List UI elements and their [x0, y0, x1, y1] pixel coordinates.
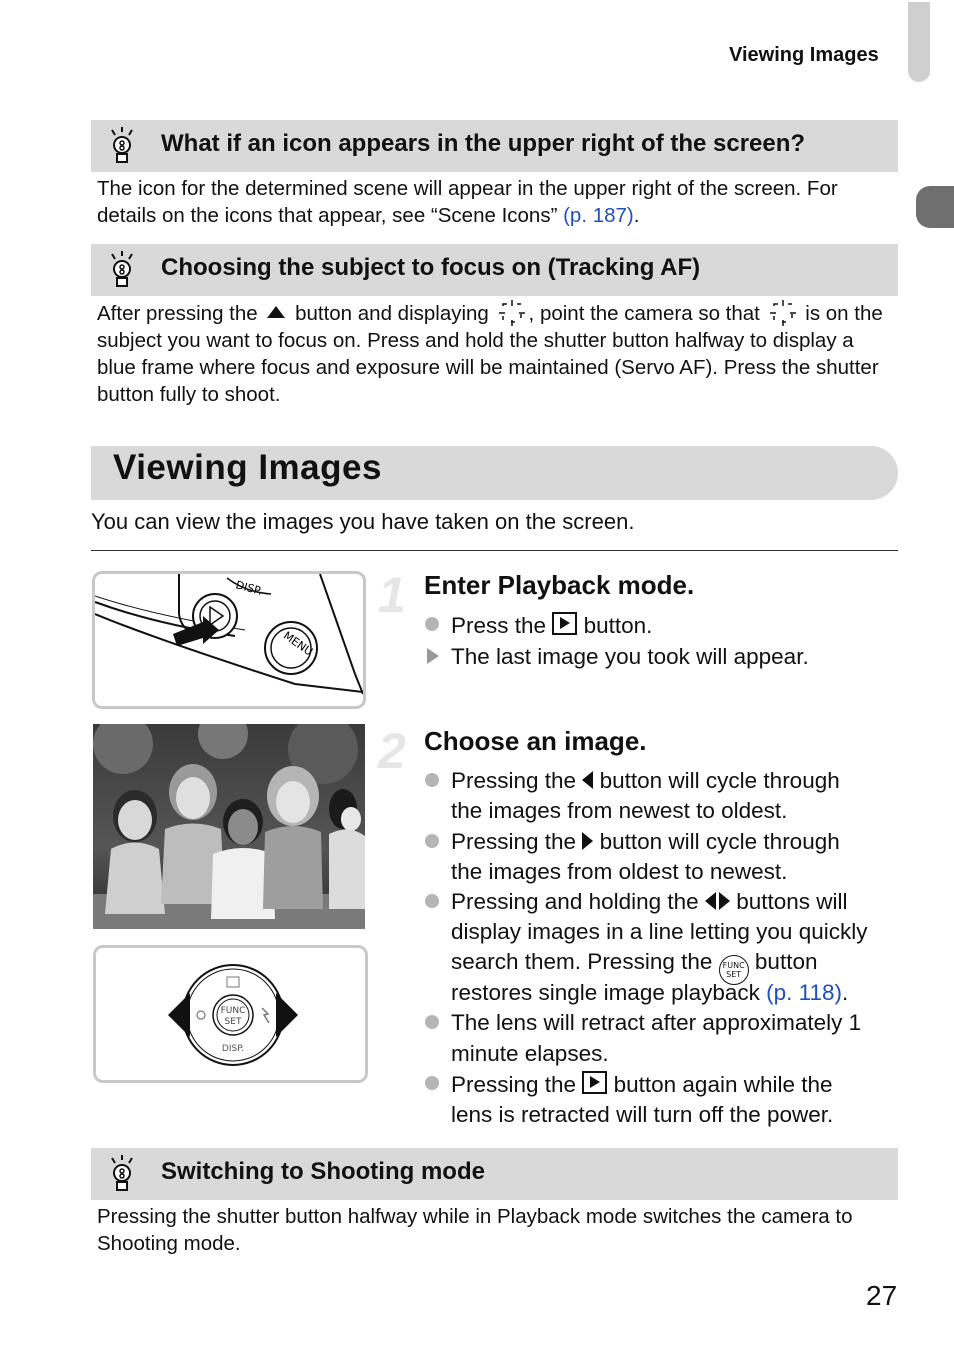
tip-text: is on the subject you want to focus on. Press and hold the shutter button halfway to display a blue frame where focus and exposure will be maintained (Servo AF). Press the shutter button fully to shoot.	[97, 302, 883, 406]
up-arrow-icon	[267, 306, 285, 318]
tip-text: The icon for the determined scene will appear in the upper right of the screen. For details on the icons that appear, see “Scene Icons”	[97, 177, 838, 227]
section-title: Viewing Images	[113, 448, 382, 487]
bullet-text-line	[451, 980, 901, 1006]
func-label: FUNC	[220, 1006, 246, 1016]
tip-text: , point the camera so that	[528, 302, 760, 325]
tip-text-end: .	[633, 204, 640, 227]
right-arrow-icon	[582, 832, 593, 850]
bullet-text: button will cycle through	[599, 829, 840, 854]
menu-label: MENU	[280, 629, 316, 659]
divider	[91, 550, 898, 551]
page-number: 27	[866, 1280, 898, 1311]
bullet-text: Pressing the	[451, 1072, 577, 1097]
bullet-dot-icon	[425, 1015, 439, 1029]
bullet-dot-icon	[425, 617, 439, 631]
sample-photo-children-with-dog	[93, 724, 365, 929]
func-set-button-icon: FUNC SET	[719, 955, 749, 985]
section-title-band	[91, 446, 898, 500]
control-dial-illustration	[93, 945, 368, 1083]
bullet-dot-icon	[425, 773, 439, 787]
step-bullet	[425, 889, 905, 915]
result-text: The last image you took will appear.	[451, 644, 809, 669]
photo-drawing	[93, 724, 365, 929]
bullet-text: the images from newest to oldest.	[451, 798, 788, 823]
bullet-text: Pressing the	[451, 829, 577, 854]
step-number: 2	[378, 723, 406, 779]
result-arrow-icon	[427, 648, 439, 664]
playback-button-icon	[552, 612, 577, 635]
bullet-text: the images from oldest to newest.	[451, 859, 788, 884]
step-title: Choose an image.	[424, 726, 647, 756]
page-link-118[interactable]: (p. 118)	[766, 980, 843, 1005]
tip-text: After pressing the	[97, 302, 258, 325]
bullet-text: Pressing and holding the	[451, 889, 699, 914]
step-bullet	[425, 1010, 905, 1036]
tip-title: Choosing the subject to focus on (Tracking AF)	[161, 254, 701, 281]
disp-label: DISP.	[234, 578, 264, 598]
lightbulb-hint-icon	[107, 126, 137, 166]
bullet-text: button	[754, 949, 818, 974]
right-arrow-icon	[719, 892, 730, 910]
step-bullet	[425, 768, 905, 794]
camera-playback-illustration	[92, 571, 366, 709]
tip-text-tracking-af	[97, 300, 897, 408]
bullet-text: minute elapses.	[451, 1041, 609, 1066]
bullet-dot-icon	[425, 834, 439, 848]
bullet-text: search them. Pressing the	[451, 949, 713, 974]
step-result	[425, 644, 895, 670]
bullet-text: The lens will retract after approximately 1	[451, 1010, 862, 1035]
bullet-text: button again while the	[613, 1072, 833, 1097]
tip-text-scene-icon	[97, 175, 897, 229]
step-bullet	[425, 612, 895, 639]
step-bullet	[425, 829, 905, 855]
bullet-text: display images in a line letting you quickly	[451, 919, 868, 944]
bullet-text: buttons will	[736, 889, 848, 914]
af-frame-icon	[499, 300, 525, 326]
left-arrow-icon	[582, 771, 593, 789]
control-dial-drawing	[96, 948, 365, 1080]
bullet-text: restores single image playback	[451, 980, 760, 1005]
camera-back-drawing	[95, 574, 363, 706]
lightbulb-hint-icon	[107, 250, 137, 290]
page-link-187[interactable]: (p. 187)	[563, 204, 634, 227]
step-number: 1	[378, 567, 406, 623]
section-intro: You can view the images you have taken on the screen.	[91, 509, 635, 534]
bullet-text: button.	[583, 613, 653, 638]
tip-bar-scene-icon	[91, 120, 898, 172]
bullet-text: button will cycle through	[599, 768, 840, 793]
bullet-text-end: .	[842, 980, 849, 1005]
set-label: SET	[224, 1017, 242, 1027]
running-header: Viewing Images	[729, 44, 879, 66]
thumb-tab	[908, 2, 930, 82]
bullet-dot-icon	[425, 1076, 439, 1090]
step-title: Enter Playback mode.	[424, 570, 695, 600]
tip-title: What if an icon appears in the upper right of the screen?	[161, 130, 806, 157]
lightbulb-hint-icon	[107, 1154, 137, 1194]
bullet-dot-icon	[425, 894, 439, 908]
step-bullet	[425, 1071, 905, 1098]
af-frame-icon	[770, 300, 796, 326]
left-arrow-icon	[705, 892, 716, 910]
tip-bar-tracking-af	[91, 244, 898, 296]
disp-label: DISP.	[221, 1044, 245, 1054]
tip-bar-shooting-mode	[91, 1148, 898, 1200]
bullet-text: lens is retracted will turn off the power.	[451, 1102, 834, 1127]
chapter-tab	[916, 186, 954, 228]
tip-text: button and displaying	[295, 302, 489, 325]
tip-title: Switching to Shooting mode	[161, 1158, 485, 1185]
tip-text-shooting-mode: Pressing the shutter button halfway while in Playback mode switches the camera to Shooting mode.	[97, 1205, 853, 1255]
bullet-text: Pressing the	[451, 768, 577, 793]
playback-button-icon	[582, 1071, 607, 1094]
bullet-text: Press the	[451, 613, 547, 638]
